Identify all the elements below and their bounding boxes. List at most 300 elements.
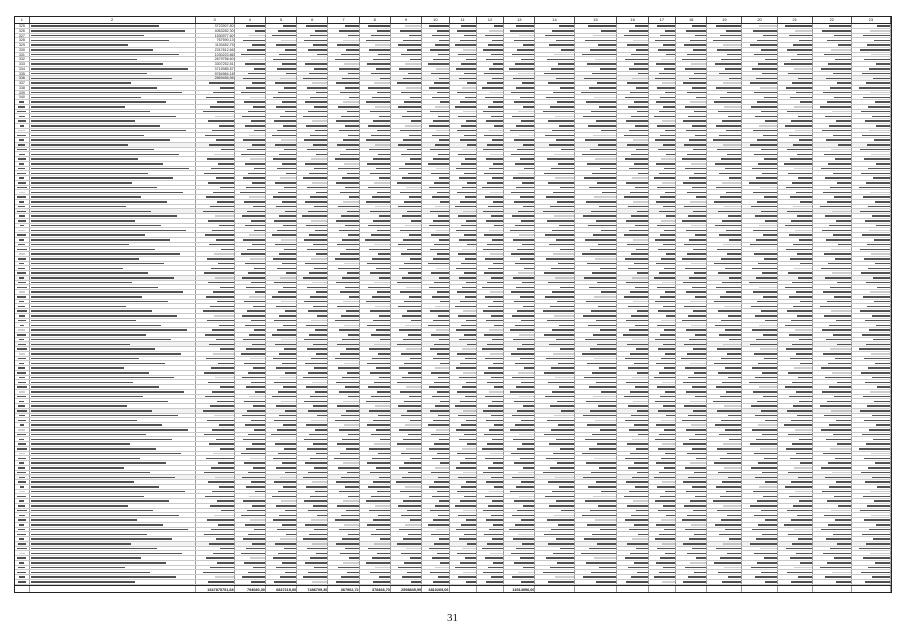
illegible-text-mark xyxy=(660,196,675,198)
illegible-text-mark xyxy=(729,439,741,441)
cell-scan-ink xyxy=(266,314,297,318)
illegible-text-mark xyxy=(271,434,296,436)
cell-scan-ink xyxy=(235,262,266,266)
illegible-text-mark xyxy=(544,173,574,175)
cell-scan-ink xyxy=(360,414,391,418)
illegible-text-mark xyxy=(18,120,26,122)
cell-scan-ink xyxy=(504,152,535,156)
cell-scan-ink xyxy=(535,338,574,342)
cell-scan-ink xyxy=(297,81,328,85)
cell-scan-ink xyxy=(422,480,449,484)
illegible-text-mark xyxy=(547,519,574,521)
illegible-text-mark xyxy=(866,344,890,346)
cell-scan-ink xyxy=(778,376,813,380)
illegible-text-mark xyxy=(252,344,265,346)
cell-scan-ink xyxy=(30,304,196,308)
illegible-text-mark xyxy=(455,106,476,108)
illegible-text-mark xyxy=(549,443,574,445)
illegible-text-mark xyxy=(827,201,851,203)
cell-scan-ink xyxy=(676,133,707,137)
illegible-text-mark xyxy=(305,101,327,103)
cell-scan-ink xyxy=(535,181,574,185)
illegible-text-mark xyxy=(276,206,296,208)
illegible-text-mark xyxy=(367,462,390,464)
cell-scan-ink xyxy=(575,447,618,451)
illegible-text-mark xyxy=(597,443,616,445)
illegible-text-mark xyxy=(338,268,359,270)
illegible-text-mark xyxy=(512,315,534,317)
illegible-text-mark xyxy=(514,201,534,203)
illegible-text-mark xyxy=(436,68,449,70)
cell-scan-ink xyxy=(504,314,535,318)
cell-scan-ink xyxy=(297,195,328,199)
cell-scan-ink xyxy=(328,499,359,503)
illegible-text-mark xyxy=(466,519,476,521)
illegible-text-mark xyxy=(489,491,503,493)
cell-scan-ink xyxy=(617,81,648,85)
cell-scan-ink xyxy=(266,485,297,489)
illegible-text-mark xyxy=(624,496,648,498)
cell-scan-ink xyxy=(235,414,266,418)
cell-scan-ink xyxy=(235,228,266,232)
cell-scan-ink xyxy=(535,205,574,209)
cell-scan-ink xyxy=(391,376,422,380)
illegible-text-mark xyxy=(834,296,851,298)
illegible-text-mark xyxy=(339,130,359,132)
cell-scan-ink xyxy=(742,390,777,394)
cell-scan-ink xyxy=(30,485,196,489)
cell-scan-ink xyxy=(30,167,196,171)
illegible-text-mark xyxy=(661,519,675,521)
cell-scan-ink xyxy=(30,499,196,503)
illegible-text-mark xyxy=(656,363,675,365)
cell-scan-ink xyxy=(504,171,535,175)
illegible-text-mark xyxy=(211,168,234,170)
cell-scan-ink xyxy=(297,205,328,209)
cell-scan-ink xyxy=(328,357,359,361)
cell-scan-ink xyxy=(535,67,574,71)
cell-scan-ink xyxy=(852,148,891,152)
cell-scan-ink xyxy=(813,152,852,156)
illegible-text-mark xyxy=(631,215,648,217)
cell-scan-ink xyxy=(575,471,618,475)
illegible-text-mark xyxy=(599,367,616,369)
illegible-text-mark xyxy=(488,467,503,469)
illegible-text-mark xyxy=(220,386,234,388)
cell-scan-ink xyxy=(649,475,676,479)
cell-scan-ink xyxy=(235,437,266,441)
cell-scan-ink xyxy=(450,319,477,323)
illegible-text-mark xyxy=(346,410,359,412)
cell-scan-ink xyxy=(649,48,676,52)
cell-scan-ink xyxy=(450,518,477,522)
cell-scan-ink xyxy=(707,281,742,285)
cell-scan-ink xyxy=(707,243,742,247)
cell-scan-ink xyxy=(266,110,297,114)
cell-scan-ink xyxy=(422,48,449,52)
cell-scan-ink xyxy=(196,409,235,413)
cell-scan-ink xyxy=(778,257,813,261)
cell-scan-ink xyxy=(649,290,676,294)
illegible-text-mark xyxy=(552,230,574,232)
illegible-text-mark xyxy=(456,230,476,232)
cell-scan-ink xyxy=(30,371,196,375)
illegible-text-mark xyxy=(19,363,24,365)
cell-scan-ink xyxy=(266,171,297,175)
illegible-text-mark xyxy=(213,353,234,355)
illegible-text-mark xyxy=(31,277,174,279)
cell-scan-ink xyxy=(266,148,297,152)
illegible-text-mark xyxy=(634,263,648,265)
cell-scan-ink xyxy=(391,471,422,475)
illegible-text-mark xyxy=(637,211,648,213)
illegible-text-mark xyxy=(790,458,812,460)
cell-scan-ink xyxy=(575,86,618,90)
illegible-text-mark xyxy=(557,101,574,103)
cell-scan-ink xyxy=(30,352,196,356)
cell-scan-ink xyxy=(477,34,504,38)
illegible-text-mark xyxy=(764,196,777,198)
cell-scan-ink xyxy=(422,428,449,432)
cell-scan-ink xyxy=(575,380,618,384)
cell-scan-ink xyxy=(328,490,359,494)
illegible-text-mark xyxy=(583,315,616,317)
cell-scan-ink xyxy=(297,304,328,308)
illegible-text-mark xyxy=(17,334,26,336)
illegible-text-mark xyxy=(869,68,890,70)
cell-scan-ink xyxy=(422,252,449,256)
cell-scan-ink xyxy=(575,399,618,403)
cell-scan-ink xyxy=(742,171,777,175)
cell-scan-ink xyxy=(676,48,707,52)
cell-scan-ink xyxy=(813,186,852,190)
illegible-text-mark xyxy=(345,125,359,127)
illegible-text-mark xyxy=(31,282,132,284)
cell-scan-ink xyxy=(297,176,328,180)
illegible-text-mark xyxy=(656,163,675,165)
illegible-text-mark xyxy=(636,510,648,512)
illegible-text-mark xyxy=(285,372,296,374)
illegible-text-mark xyxy=(587,63,616,65)
cell-scan-ink xyxy=(15,509,30,513)
cell-scan-ink xyxy=(575,480,618,484)
illegible-text-mark xyxy=(31,529,188,531)
cell-scan-ink xyxy=(328,442,359,446)
illegible-text-mark xyxy=(459,439,476,441)
illegible-text-mark xyxy=(377,192,390,194)
illegible-text-mark xyxy=(750,344,777,346)
cell-scan-ink xyxy=(266,390,297,394)
cell-scan-ink xyxy=(535,357,574,361)
cell-scan-ink xyxy=(15,110,30,114)
illegible-text-mark xyxy=(376,529,390,531)
illegible-text-mark xyxy=(787,49,812,51)
cell-scan-ink xyxy=(575,319,618,323)
cell-scan-ink xyxy=(266,205,297,209)
illegible-text-mark xyxy=(31,187,157,189)
illegible-text-mark xyxy=(314,529,327,531)
cell-scan-ink xyxy=(649,328,676,332)
illegible-text-mark xyxy=(751,467,777,469)
illegible-text-mark xyxy=(682,220,706,222)
illegible-text-mark xyxy=(31,239,170,241)
illegible-text-mark xyxy=(559,225,574,227)
illegible-text-mark xyxy=(31,73,147,75)
cell-scan-ink xyxy=(676,200,707,204)
illegible-text-mark xyxy=(561,510,574,512)
cell-scan-ink xyxy=(477,366,504,370)
illegible-text-mark xyxy=(31,296,142,298)
cell-scan-ink xyxy=(30,138,196,142)
cell-scan-ink xyxy=(30,157,196,161)
illegible-text-mark xyxy=(18,519,26,521)
cell-scan-ink xyxy=(328,247,359,251)
cell-scan-ink xyxy=(535,190,574,194)
illegible-text-mark xyxy=(370,372,390,374)
illegible-text-mark xyxy=(344,263,359,265)
illegible-text-mark xyxy=(626,320,648,322)
cell-scan-ink xyxy=(15,338,30,342)
illegible-text-mark xyxy=(19,377,25,379)
cell-scan-ink xyxy=(360,262,391,266)
illegible-text-mark xyxy=(19,291,25,293)
illegible-text-mark xyxy=(660,35,675,37)
illegible-text-mark xyxy=(247,149,265,151)
cell-scan-ink xyxy=(535,238,574,242)
illegible-text-mark xyxy=(281,301,296,303)
illegible-text-mark xyxy=(548,120,574,122)
cell-scan-ink xyxy=(852,257,891,261)
illegible-text-mark xyxy=(313,505,327,507)
cell-scan-ink xyxy=(30,509,196,513)
cell-scan-ink xyxy=(297,243,328,247)
cell-scan-ink xyxy=(15,442,30,446)
illegible-text-mark xyxy=(31,329,187,331)
illegible-text-mark xyxy=(750,505,777,507)
illegible-text-mark xyxy=(600,168,616,170)
cell-scan-ink xyxy=(360,53,391,57)
illegible-text-mark xyxy=(512,415,534,417)
cell-scan-ink xyxy=(742,105,777,109)
illegible-text-mark xyxy=(310,35,327,37)
illegible-text-mark xyxy=(596,320,616,322)
illegible-text-mark xyxy=(522,443,534,445)
illegible-text-mark xyxy=(462,249,476,251)
cell-scan-ink xyxy=(297,399,328,403)
illegible-text-mark xyxy=(719,173,741,175)
cell-scan-ink xyxy=(328,456,359,460)
cell-scan-ink xyxy=(707,43,742,47)
cell-scan-ink xyxy=(504,138,535,142)
illegible-text-mark xyxy=(633,40,648,42)
cell-scan-ink xyxy=(266,238,297,242)
illegible-text-mark xyxy=(521,220,534,222)
illegible-text-mark xyxy=(410,519,421,521)
illegible-text-mark xyxy=(307,187,327,189)
illegible-text-mark xyxy=(721,519,741,521)
illegible-text-mark xyxy=(485,35,503,37)
illegible-text-mark xyxy=(276,505,296,507)
cell-scan-ink xyxy=(235,314,266,318)
cell-scan-ink xyxy=(450,176,477,180)
illegible-text-mark xyxy=(515,225,534,227)
illegible-text-mark xyxy=(544,334,574,336)
illegible-text-mark xyxy=(436,230,449,232)
cell-scan-ink xyxy=(575,466,618,470)
illegible-text-mark xyxy=(636,87,648,89)
cell-scan-ink xyxy=(15,314,30,318)
cell-scan-ink xyxy=(360,190,391,194)
illegible-text-mark xyxy=(727,253,741,255)
cell-scan-ink xyxy=(15,518,30,522)
illegible-text-mark xyxy=(461,524,476,526)
cell-scan-ink xyxy=(30,323,196,327)
illegible-text-mark xyxy=(217,500,234,502)
cell-scan-ink xyxy=(297,48,328,52)
illegible-text-mark xyxy=(543,211,574,213)
cell-scan-ink xyxy=(391,504,422,508)
illegible-text-mark xyxy=(861,173,890,175)
illegible-text-mark xyxy=(368,87,390,89)
cell-scan-ink xyxy=(778,523,813,527)
illegible-text-mark xyxy=(522,244,534,246)
cell-scan-ink xyxy=(391,138,422,142)
illegible-text-mark xyxy=(251,220,265,222)
illegible-text-mark xyxy=(31,420,137,422)
cell-scan-ink xyxy=(504,76,535,80)
illegible-text-mark xyxy=(789,234,812,236)
illegible-text-mark xyxy=(252,244,265,246)
illegible-text-mark xyxy=(686,30,706,32)
illegible-text-mark xyxy=(654,277,675,279)
cell-scan-ink xyxy=(328,342,359,346)
illegible-text-mark xyxy=(637,372,648,374)
illegible-text-mark xyxy=(655,239,675,241)
cell-scan-ink xyxy=(360,72,391,76)
cell-scan-ink xyxy=(15,105,30,109)
illegible-text-mark xyxy=(516,187,534,189)
illegible-text-mark xyxy=(859,348,890,350)
illegible-text-mark xyxy=(340,192,359,194)
cell-scan-ink xyxy=(297,233,328,237)
cell-scan-ink xyxy=(813,319,852,323)
cell-scan-ink xyxy=(450,499,477,503)
cell-scan-ink xyxy=(297,53,328,57)
illegible-text-mark xyxy=(597,182,616,184)
illegible-text-mark xyxy=(284,187,296,189)
cell-scan-ink xyxy=(742,437,777,441)
cell-scan-ink xyxy=(535,461,574,465)
cell-scan-ink xyxy=(297,200,328,204)
cell-scan-ink xyxy=(477,148,504,152)
cell-scan-ink xyxy=(477,271,504,275)
cell-scan-ink xyxy=(575,461,618,465)
cell-scan-ink xyxy=(391,347,422,351)
illegible-text-mark xyxy=(787,310,812,312)
cell-scan-ink xyxy=(649,395,676,399)
illegible-text-mark xyxy=(431,372,449,374)
row-value: 9764964,18 xyxy=(196,72,235,76)
cell-scan-ink xyxy=(196,471,235,475)
illegible-text-mark xyxy=(716,386,741,388)
cell-scan-ink xyxy=(813,395,852,399)
illegible-text-mark xyxy=(660,334,675,336)
cell-scan-ink xyxy=(813,456,852,460)
illegible-text-mark xyxy=(494,25,503,27)
illegible-text-mark xyxy=(788,173,812,175)
cell-scan-ink xyxy=(15,276,30,280)
illegible-text-mark xyxy=(336,282,359,284)
illegible-text-mark xyxy=(864,258,890,260)
cell-scan-ink xyxy=(328,319,359,323)
illegible-text-mark xyxy=(721,258,741,260)
cell-scan-ink xyxy=(742,195,777,199)
cell-scan-ink xyxy=(196,395,235,399)
illegible-text-mark xyxy=(440,101,449,103)
cell-scan-ink xyxy=(450,338,477,342)
illegible-text-mark xyxy=(337,344,359,346)
cell-scan-ink xyxy=(30,100,196,104)
illegible-text-mark xyxy=(510,429,534,431)
cell-scan-ink xyxy=(30,494,196,498)
illegible-text-mark xyxy=(663,306,675,308)
cell-scan-ink xyxy=(676,124,707,128)
cell-scan-ink xyxy=(742,309,777,313)
illegible-text-mark xyxy=(831,310,851,312)
illegible-text-mark xyxy=(877,287,890,289)
illegible-text-mark xyxy=(633,301,648,303)
illegible-text-mark xyxy=(873,439,890,441)
cell-scan-ink xyxy=(391,72,422,76)
cell-scan-ink xyxy=(422,390,449,394)
cell-scan-ink xyxy=(30,34,196,38)
illegible-text-mark xyxy=(406,287,421,289)
cell-scan-ink xyxy=(742,428,777,432)
illegible-text-mark xyxy=(437,30,449,32)
cell-scan-ink xyxy=(504,157,535,161)
cell-scan-ink xyxy=(535,186,574,190)
illegible-text-mark xyxy=(377,491,390,493)
cell-scan-ink xyxy=(266,76,297,80)
cell-scan-ink xyxy=(196,437,235,441)
cell-scan-ink xyxy=(617,43,648,47)
cell-scan-ink xyxy=(391,523,422,527)
cell-scan-ink xyxy=(504,319,535,323)
illegible-text-mark xyxy=(484,372,503,374)
cell-scan-ink xyxy=(360,333,391,337)
illegible-text-mark xyxy=(590,410,616,412)
cell-scan-ink xyxy=(30,513,196,517)
cell-scan-ink xyxy=(575,494,618,498)
illegible-text-mark xyxy=(437,491,449,493)
cell-scan-ink xyxy=(649,167,676,171)
illegible-text-mark xyxy=(245,125,265,127)
cell-scan-ink xyxy=(360,504,391,508)
cell-scan-ink xyxy=(477,252,504,256)
illegible-text-mark xyxy=(821,168,851,170)
cell-scan-ink xyxy=(360,247,391,251)
illegible-text-mark xyxy=(31,291,183,293)
illegible-text-mark xyxy=(207,420,234,422)
illegible-text-mark xyxy=(692,25,706,27)
cell-scan-ink xyxy=(15,129,30,133)
cell-scan-ink xyxy=(266,452,297,456)
illegible-text-mark xyxy=(341,215,359,217)
cell-scan-ink xyxy=(575,513,618,517)
illegible-text-mark xyxy=(788,272,812,274)
illegible-text-mark xyxy=(486,158,503,160)
illegible-text-mark xyxy=(638,434,648,436)
